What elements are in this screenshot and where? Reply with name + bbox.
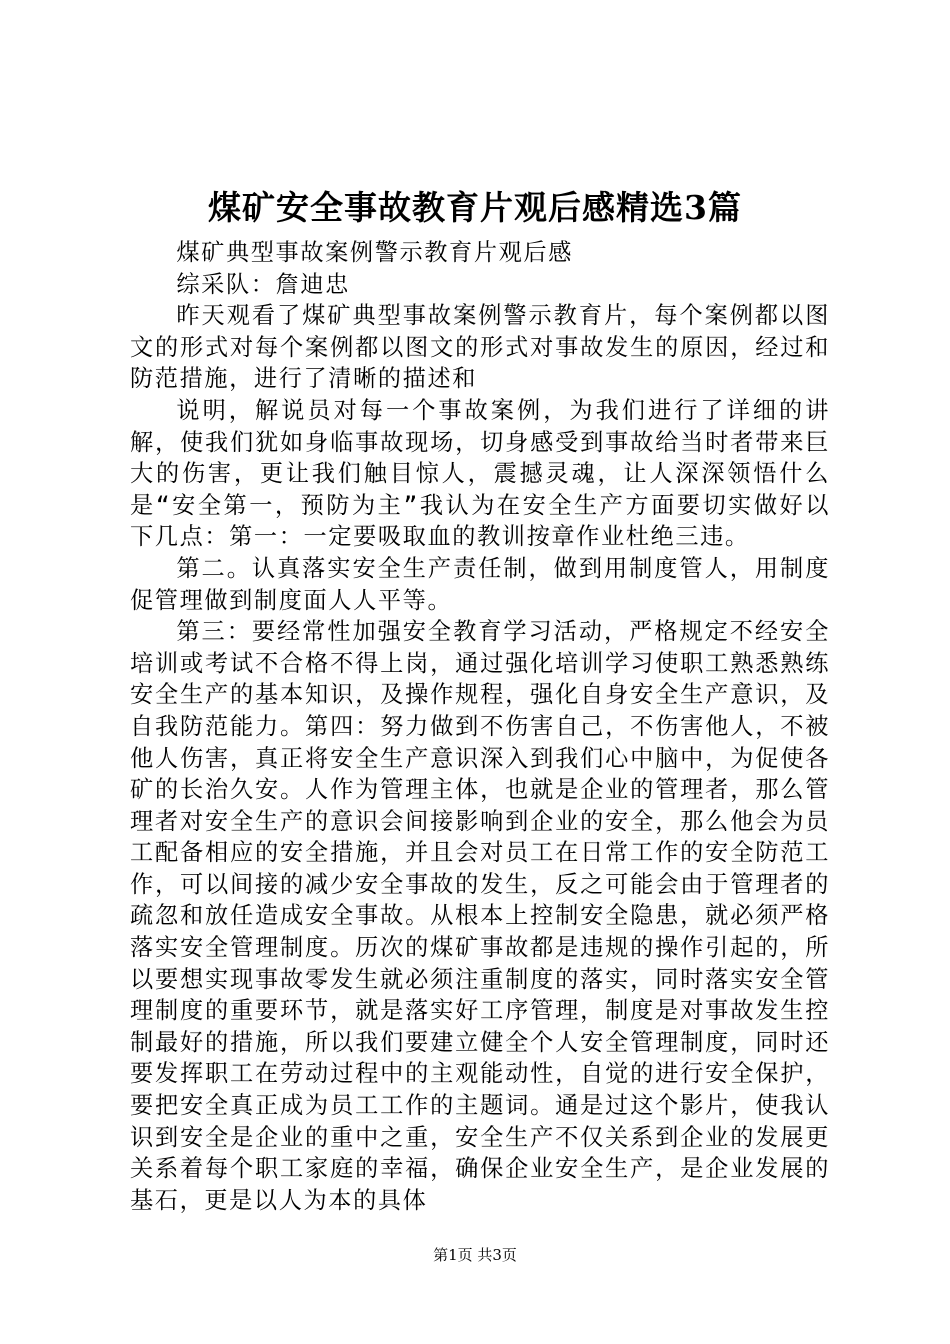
document-title: 煤矿安全事故教育片观后感精选3篇 xyxy=(208,188,742,227)
page-footer: 第1页 共3页 xyxy=(433,1246,517,1264)
paragraph-subtitle: 煤矿典型事故案例警示教育片观后感 xyxy=(176,239,573,266)
document-body xyxy=(130,237,830,1216)
paragraph: 昨天观看了煤矿典型事故案例警示教育片，每个案例都以图文的形式对每个案例都以图文的形式对事故发生的原因，经过和防范措施，进行了清晰的描述和 xyxy=(130,302,830,393)
paragraph: 第三：要经常性加强安全教育学习活动，严格规定不经安全培训或考试不合格不得上岗，通过强化培训学习使职工熟悉熟练安全生产的基本知识，及操作规程，强化自身安全生产意识，及自我防范能力。第四：努力做到不伤害自己，不伤害他人，不被他人伤害，真正将安全生产意识深入到我们心中脑中，为促使各矿的长治久安。人作为管理主体，也就是企业的管理者，那么管理者对安全生产的意识会间接影响到企业的安全，那么他会为员工配备相应的安全措施，并且会对员工在日常工作的安全防范工作，可以间接的减少安全事故的发生，反之可能会由于管理者的疏忽和放任造成安全事故。从根本上控制安全隐患，就必须严格落实安全管理制度。历次的煤矿事故都是违规的操作引起的，所以要想实现事故零发生就必须注重制度的落实，同时落实安全管理制度的重要环节，就是落实好工序管理，制度是对事故发生控制最好的措施，所以我们要建立健全个人安全管理制度，同时还要发挥职工在劳动过程中的主观能动性，自觉的进行安全保护，要把安全真正成为员工工作的主题词。通是过这个影片，使我认识到安全是企业的重中之重，安全生产不仅关系到企业的发展更关系着每个职工家庭的幸福，确保企业安全生产，是企业发展的基石，更是以人为本的具体 xyxy=(130,618,830,1214)
paragraph: 第二。认真落实安全生产责任制，做到用制度管人，用制度促管理做到制度面人人平等。 xyxy=(130,554,830,614)
paragraph: 说明，解说员对每一个事故案例，为我们进行了详细的讲解，使我们犹如身临事故现场，切身感受到事故给当时者带来巨大的伤害，更让我们触目惊人，震撼灵魂，让人深深领悟什么是“安全第一，预防为主”我认为在安全生产方面要切实做好以下几点：第一：一定要吸取血的教训按章作业杜绝三违。 xyxy=(130,396,830,551)
paragraph-author: 综采队：詹迪忠 xyxy=(176,270,350,298)
